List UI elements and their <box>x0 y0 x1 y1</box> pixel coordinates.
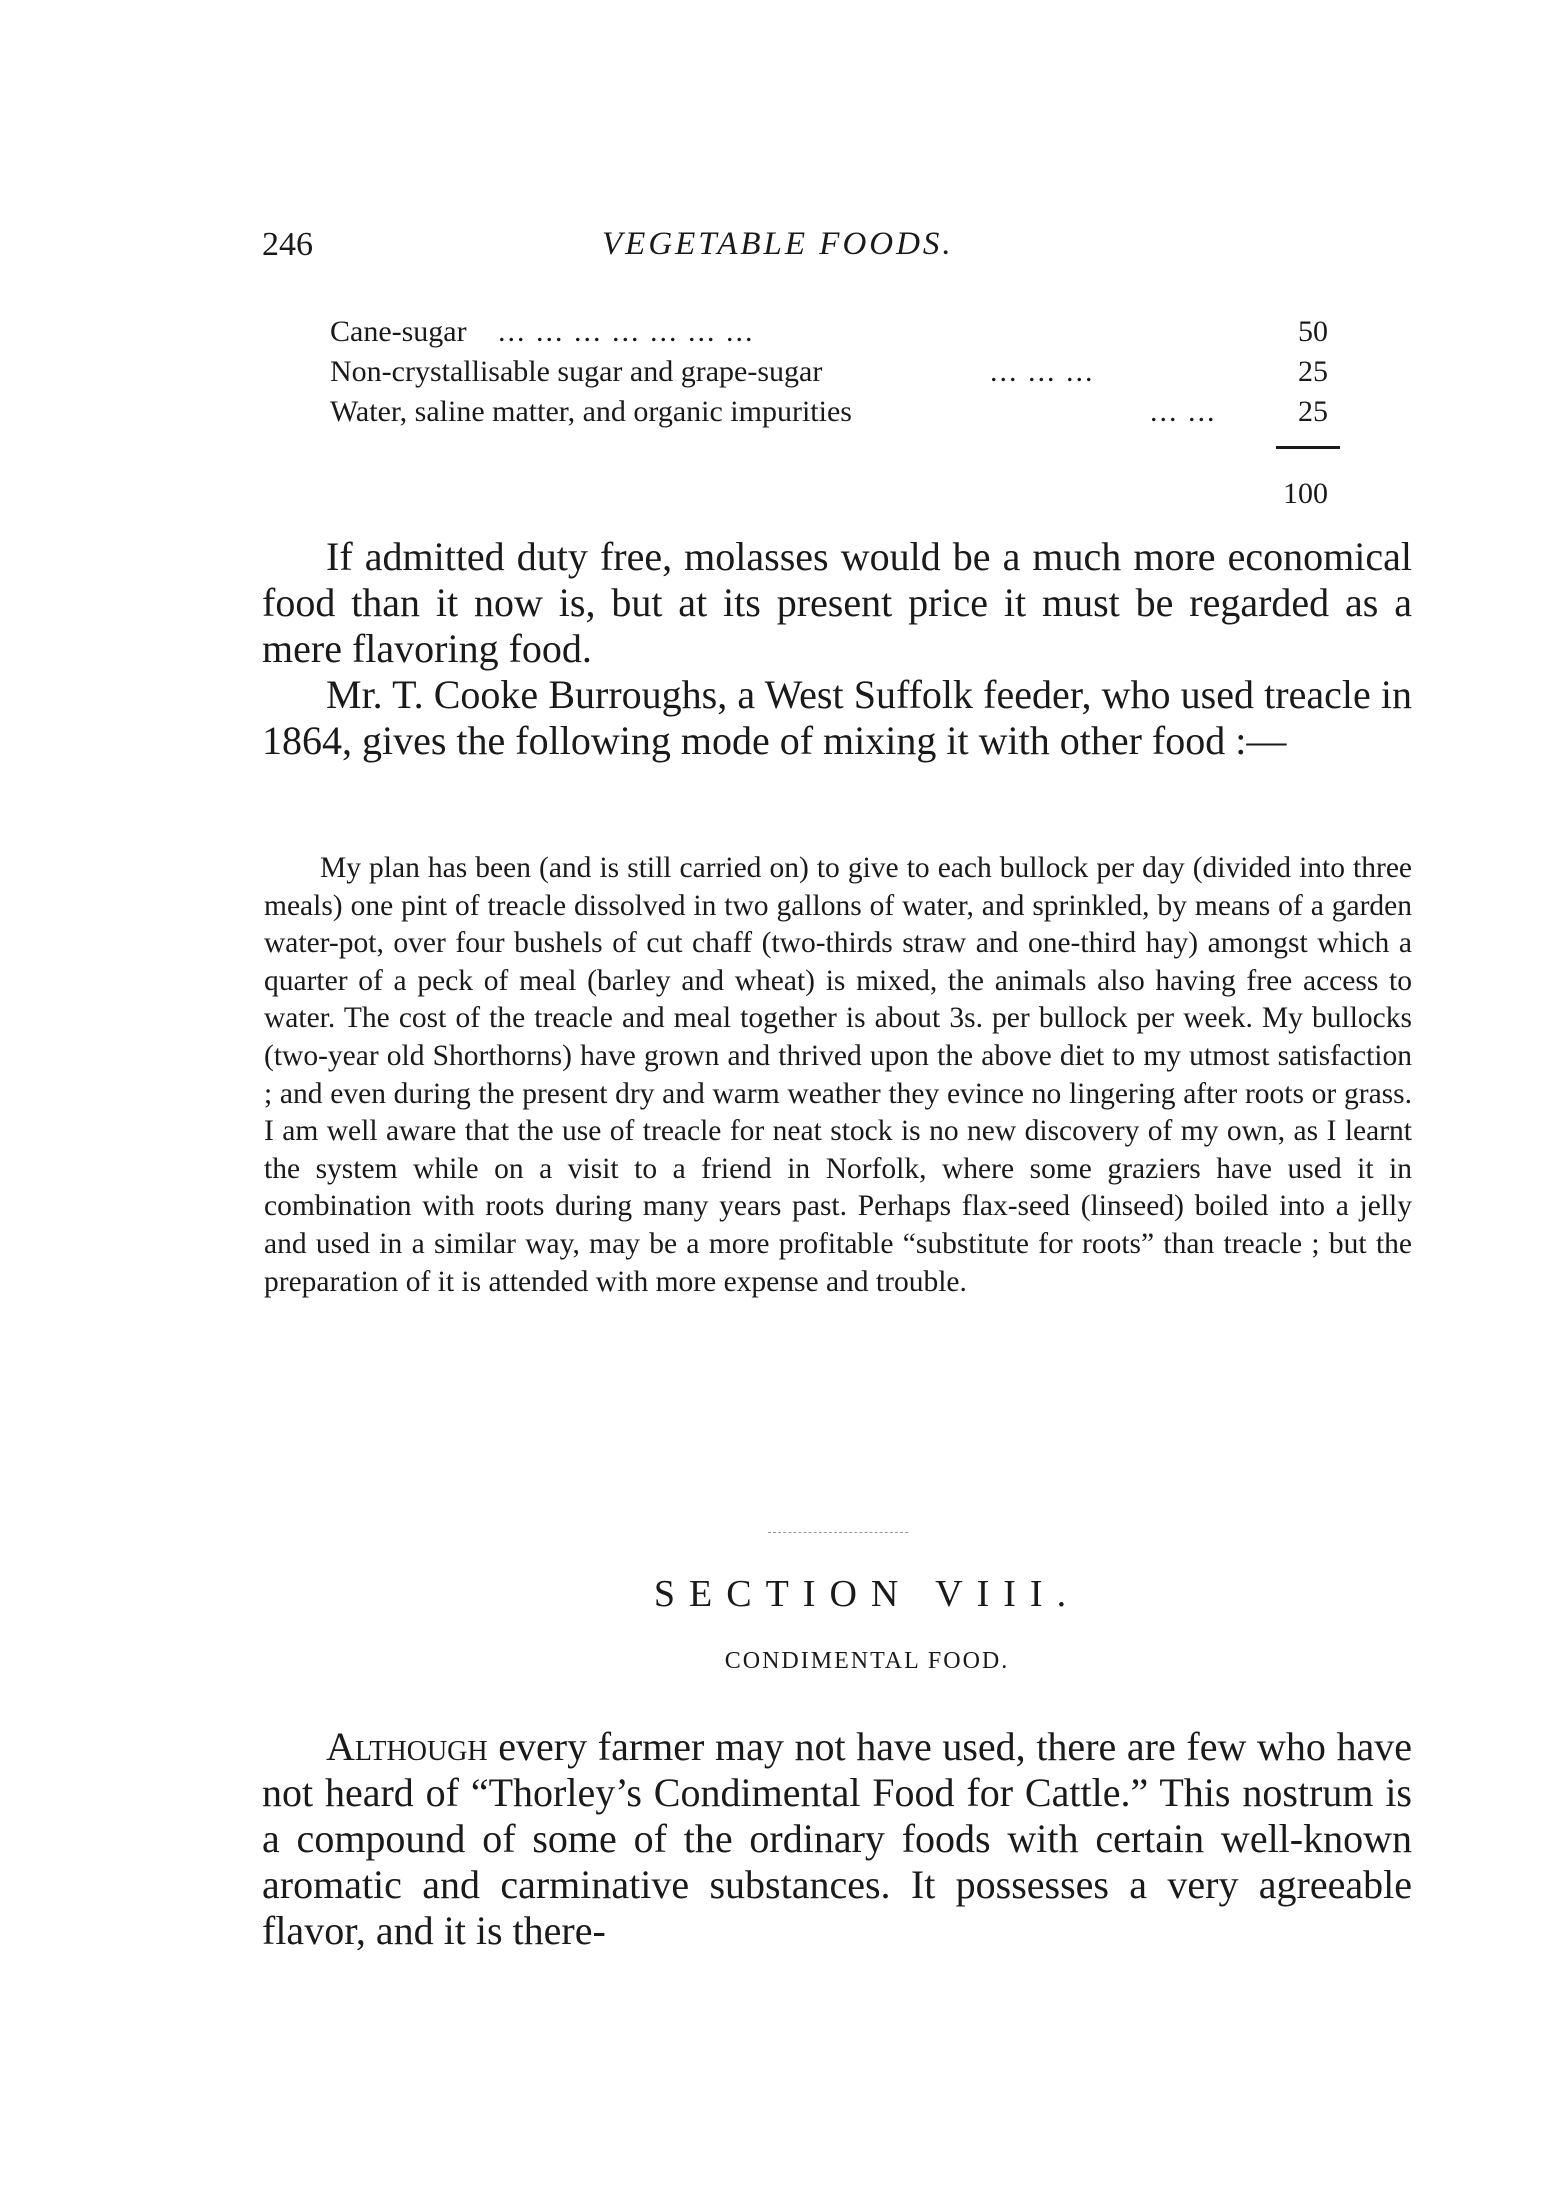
section-heading: SECTION VIII. <box>653 1573 1081 1615</box>
total-rule <box>1276 446 1340 449</box>
paragraph: Mr. T. Cooke Burroughs, a West Suffolk feeder, who used treacle in 1864, gives the following mode of mixing it with other food :— <box>262 672 1412 763</box>
page-number: 246 <box>262 226 313 263</box>
paragraph-text: every farmer may not have used, there are few who have not heard of “Thorley’s Condimental Food for Cattle.” This nostrum is a compound of some of the ordinary foods with certain well-known aromatic and carminative substances. It possesses a very agreeable flavor, and it is there- <box>262 1724 1412 1953</box>
table-total: 100 <box>1283 477 1328 510</box>
row-label: Water, saline matter, and organic impurities <box>330 395 852 428</box>
table-row <box>330 312 1340 352</box>
body-text-bottom <box>262 1724 1412 1954</box>
table-row <box>330 392 1340 432</box>
running-title: VEGETABLE FOODS. <box>602 226 954 262</box>
section-subheading: CONDIMENTAL FOOD. <box>724 1648 1010 1674</box>
quote-text: My plan has been (and is still carried on) to give to each bullock per day (divided into three meals) one pint of treacle dissolved in two gallons of water, and sprinkled, by means of a garden water-pot, over four bushels of cut chaff (two-thirds straw and one-third hay) amongst which a quarter of a peck of meal (barley and wheat) is mixed, the animals also having free access to water. The cost of the treacle and meal together is about 3s. per bullock per week. My bullocks (two-year old Shorthorns) have grown and thrived upon the above diet to my utmost satisfaction ; and even during the present dry and warm weather they evince no lingering after roots or grass. I am well aware that the use of treacle for neat stock is no new discovery of my own, as I learnt the system while on a visit to a friend in Norfolk, where some graziers have used it in combination with roots during many years past. Perhaps flax-seed (linseed) boiled into a jelly and used in a similar way, may be a more profitable “substitute for roots” than treacle ; but the preparation of it is attended with more expense and trouble. <box>264 852 1412 1298</box>
body-text-top <box>262 534 1412 764</box>
row-value: 50 <box>1298 315 1328 348</box>
sugar-composition-table <box>330 312 1340 510</box>
row-leader: ... ... ... <box>990 355 1095 388</box>
paragraph <box>262 1724 1412 1954</box>
section-divider <box>768 1532 908 1533</box>
row-label: Non-crystallisable sugar and grape-sugar <box>330 355 823 388</box>
row-label: Cane-sugar <box>330 315 467 348</box>
block-quote <box>264 850 1412 1301</box>
running-head <box>262 226 1412 276</box>
row-leader: ... ... <box>1150 395 1217 428</box>
table-row <box>330 352 1340 392</box>
row-value: 25 <box>1298 355 1328 388</box>
row-value: 25 <box>1298 395 1328 428</box>
paragraph: If admitted duty free, molasses would be a much more economical food than it now is, but at its present price it must be regarded as a mere flavoring food. <box>262 534 1412 671</box>
row-leader: ... ... ... ... ... ... ... <box>498 315 755 348</box>
lead-word: Although <box>326 1724 488 1769</box>
